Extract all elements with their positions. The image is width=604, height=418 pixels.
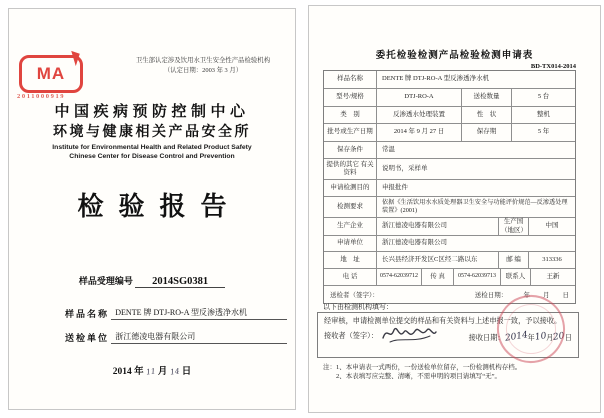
cell-label: 地 址 <box>324 252 377 268</box>
cell-value: 长兴县经济开发区C区经二路以东 <box>377 252 499 268</box>
receive-year-handwritten: 2014 <box>503 330 529 344</box>
filled-by-lab-label: 以下由检测机构填写： <box>323 303 393 311</box>
approval-stamp-inner-ring <box>501 299 560 358</box>
sample-name-row <box>65 307 287 320</box>
cell-label: 联系人 <box>501 269 531 285</box>
cma-logo-text: MA <box>36 64 66 83</box>
accreditation-line1: 卫生部认定涉及饮用水卫生安全性产品检验机构 <box>135 57 271 64</box>
org-name-en-line2: Chinese Center for Disease Control and Prevention <box>69 153 235 161</box>
table-row <box>324 124 575 142</box>
table-row <box>324 252 575 269</box>
cell-value: 5 台 <box>537 93 550 101</box>
date-year: 2014 年 <box>112 367 144 377</box>
date-month-label: 月 <box>157 367 168 377</box>
table-row <box>324 71 575 89</box>
sender-value: 浙江德凌电器有限公司 <box>111 331 287 344</box>
table-row <box>324 89 575 107</box>
cell-label: 申请单位 <box>324 236 377 251</box>
cma-certificate-number: 2011000919 <box>17 93 66 100</box>
form-code: BD-TX014-2014 <box>530 63 576 70</box>
cell-value: 0574-62039712 <box>377 269 422 285</box>
cell-value: 浙江德凌电器有限公司 <box>377 218 499 235</box>
cell-value: 依据《生活饮用水水质处理器卫生安全与功能评价规范—反渗透处理装置》(2001) <box>382 199 568 214</box>
cell-value: 中国 <box>545 222 559 230</box>
form-title: 委托检验检测产品检验检测申请表 <box>375 51 534 61</box>
sample-no-label: 样品受理编号 <box>78 276 133 286</box>
cell-value: 2014 年 9 月 27 日 <box>377 124 462 141</box>
sender-sign-label: 送检者（签字）： <box>330 292 379 299</box>
sample-name-label: 样品名称 <box>65 309 110 319</box>
cell-label: 生产企业 <box>324 218 377 235</box>
date-day-handwritten: 14 <box>169 366 180 377</box>
table-row <box>324 218 575 236</box>
sender-label: 送检单位 <box>65 333 110 343</box>
cell-value: 浙江德凌电器有限公司 <box>382 239 447 247</box>
receive-year-label: 年 <box>527 333 535 342</box>
cell-value: 整机 <box>537 110 550 118</box>
cell-value: 5 年 <box>537 128 550 136</box>
table-row <box>324 197 575 218</box>
accreditation-line2: （认定日期：2003 年 3 月） <box>163 67 243 75</box>
date-day-label: 日 <box>181 367 192 377</box>
sample-name-value: DENTE 牌 DTJ-RO-A 型反渗透净水机 <box>111 307 287 320</box>
send-date-label: 送检日期： 年 月 日 <box>474 292 569 299</box>
cell-label: 保存条件 <box>324 142 377 158</box>
report-title: 检验报告 <box>77 192 242 221</box>
cell-label: 样品名称 <box>324 71 377 88</box>
cell-label: 型号/规格 <box>324 89 377 106</box>
report-date <box>9 363 295 377</box>
cell-value: 说明书，采样单 <box>382 164 428 172</box>
sample-no-value: 2014SG0381 <box>135 276 225 288</box>
receiver-signature <box>380 323 438 345</box>
receive-month-label: 月 <box>546 333 554 342</box>
cell-value: 反渗透水处理装置 <box>377 107 462 123</box>
table-row <box>324 142 575 159</box>
receive-month-handwritten: 10 <box>534 330 547 343</box>
receive-day-handwritten: 20 <box>552 330 566 343</box>
review-statement: 经审核，申请检测单位提交的样品和有关资料与上述申报一致，予以接收。 <box>324 317 562 325</box>
cell-label: 性 状 <box>462 107 512 123</box>
receive-date-label: 接收日期： <box>468 333 505 342</box>
cell-label: 传 真 <box>422 269 454 285</box>
receive-day-label: 日 <box>564 333 572 342</box>
cell-label: 生产国 （地区） <box>501 218 527 234</box>
cell-value: 申报批件 <box>382 183 408 191</box>
table-row <box>324 107 575 124</box>
application-form-page <box>308 5 601 413</box>
table-row <box>324 236 575 252</box>
cell-label: 提供的其它 有关资料 <box>324 159 377 179</box>
cell-label: 电 话 <box>324 269 377 285</box>
cma-flag-icon <box>67 51 80 66</box>
cell-value: 0574-62039713 <box>454 269 501 285</box>
accreditation-header <box>121 56 285 77</box>
sender-row <box>65 331 287 344</box>
receiver-label: 接收者（签字）： <box>324 332 378 341</box>
table-row <box>324 159 575 180</box>
org-name-cn-line2: 环境与健康相关产品安全所 <box>53 125 251 140</box>
org-name-en <box>9 143 295 161</box>
sample-acceptance-number-row <box>9 274 295 288</box>
cell-label: 类 别 <box>324 107 377 123</box>
org-name-cn-line1: 中国疾病预防控制中心 <box>54 104 250 120</box>
cell-value: DTJ-RO-A <box>377 89 462 106</box>
cell-value: 常温 <box>382 145 395 153</box>
note-line1: 注：1、本申请表一式两份，一份送检单位留存，一份检测机构存档。 <box>323 364 522 371</box>
cell-label: 申请检测目的 <box>324 180 377 196</box>
table-row <box>324 269 575 286</box>
table-row <box>324 180 575 197</box>
cell-value: 王新 <box>546 272 560 280</box>
report-cover-page <box>8 8 296 410</box>
cell-label: 检测要求 <box>324 197 377 217</box>
cell-value: DENTE 牌 DTJ-RO-A 型反渗透净水机 <box>382 75 490 83</box>
note-line2: 2、本表填写应完整、清晰，不需申明的项目请填写“无”。 <box>336 373 502 380</box>
date-month-handwritten: 11 <box>145 366 157 377</box>
cell-label: 送检数量 <box>462 89 512 106</box>
cell-value: 313336 <box>542 255 562 263</box>
application-table <box>323 70 576 304</box>
cell-label: 保存期 <box>462 124 512 141</box>
org-name-en-line1: Institute for Environmental Health and Related Product Safety <box>52 144 252 151</box>
cma-accreditation-logo <box>19 55 83 93</box>
cell-label: 批号或生产日期 <box>324 124 377 141</box>
cell-label: 邮 编 <box>499 252 529 268</box>
